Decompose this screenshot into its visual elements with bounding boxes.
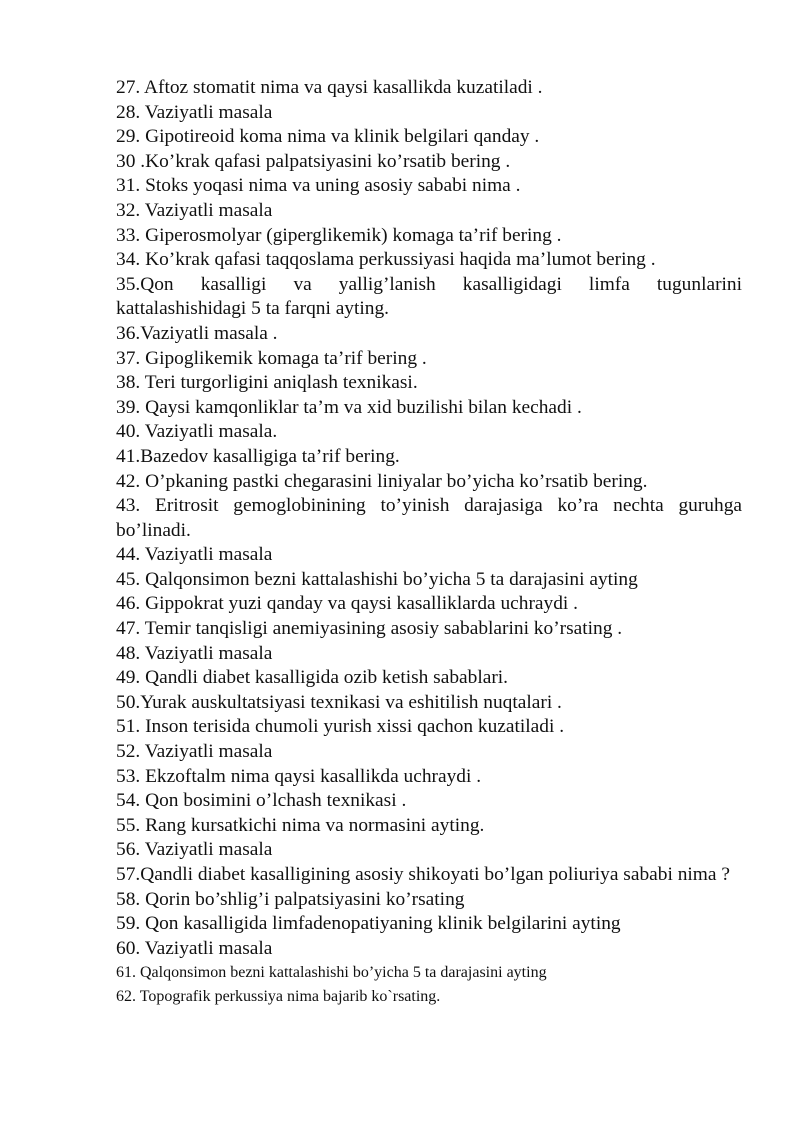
question-item: 43. Eritrosit gemoglobinining to’yinish darajasiga ko’ra nechta guruhga bo’linadi. <box>116 495 742 541</box>
question-item: 46. Gippokrat yuzi qanday va qaysi kasalliklarda uchraydi . <box>116 593 579 615</box>
question-list <box>116 76 742 1009</box>
question-item: 37. Gipoglikemik komaga ta’rif bering . <box>116 347 427 369</box>
question-item: 40. Vaziyatli masala. <box>116 421 278 443</box>
question-item: 30 .Ko’krak qafasi palpatsiyasini ko’rsatib bering . <box>116 150 511 172</box>
question-item: 57.Qandli diabet kasalligining asosiy shikoyati bo’lgan poliuriya sababi nima ? <box>116 864 730 885</box>
question-item: 44. Vaziyatli masala <box>116 544 273 566</box>
question-item: 35.Qon kasalligi va yallig’lanish kasalligidagi limfa tugunlarini kattalashishidagi 5 ta farqni ayting. <box>116 273 742 320</box>
question-item: 60. Vaziyatli masala <box>116 937 273 959</box>
question-item: 47. Temir tanqisligi anemiyasining asosiy sabablarini ko’rsating . <box>116 618 623 640</box>
question-item: 49. Qandli diabet kasalligida ozib ketish sabablari. <box>116 667 509 689</box>
question-item: 33. Giperosmolyar (giperglikemik) komaga ta’rif bering . <box>116 224 562 246</box>
question-item: 45. Qalqonsimon bezni kattalashishi bo’yicha 5 ta darajasini ayting <box>116 568 638 590</box>
question-item: 55. Rang kursatkichi nima va normasini ayting. <box>116 814 485 836</box>
question-item: 41.Bazedov kasalligiga ta’rif bering. <box>116 445 400 467</box>
question-item: 58. Qorin bo’shlig’i palpatsiyasini ko’rsating <box>116 888 465 910</box>
question-item: 29. Gipotireoid koma nima va klinik belgilari qanday . <box>116 126 540 148</box>
question-item: 62. Topografik perkussiya nima bajarib ko`rsating. <box>116 988 441 1006</box>
question-item: 32. Vaziyatli masala <box>116 199 273 221</box>
question-item: 39. Qaysi kamqonliklar ta’m va xid buzilishi bilan kechadi . <box>116 396 582 418</box>
question-item: 34. Ko’krak qafasi taqqoslama perkussiyasi haqida ma’lumot bering . <box>116 249 656 271</box>
question-item: 51. Inson terisida chumoli yurish xissi qachon kuzatiladi . <box>116 716 565 738</box>
question-item: 50.Yurak auskultatsiyasi texnikasi va eshitilish nuqtalari . <box>116 691 562 713</box>
question-item: 59. Qon kasalligida limfadenopatiyaning klinik belgilarini ayting <box>116 913 621 935</box>
question-item: 36.Vaziyatli masala . <box>116 322 278 344</box>
question-item: 27. Aftoz stomatit nima va qaysi kasallikda kuzatiladi . <box>116 77 543 98</box>
question-item: 56. Vaziyatli masala <box>116 839 273 861</box>
question-item: 61. Qalqonsimon bezni kattalashishi bo’yicha 5 ta darajasini ayting <box>116 964 547 982</box>
question-item: 53. Ekzoftalm nima qaysi kasallikda uchraydi . <box>116 765 482 787</box>
question-item: 42. O’pkaning pastki chegarasini liniyalar bo’yicha ko’rsatib bering. <box>116 470 648 492</box>
question-item: 52. Vaziyatli masala <box>116 741 273 763</box>
question-item: 28. Vaziyatli masala <box>116 101 273 123</box>
question-item: 54. Qon bosimini o’lchash texnikasi . <box>116 790 407 812</box>
question-item: 31. Stoks yoqasi nima va uning asosiy sababi nima . <box>116 175 521 197</box>
question-item: 48. Vaziyatli masala <box>116 642 273 664</box>
question-item: 38. Teri turgorligini aniqlash texnikasi. <box>116 372 418 394</box>
